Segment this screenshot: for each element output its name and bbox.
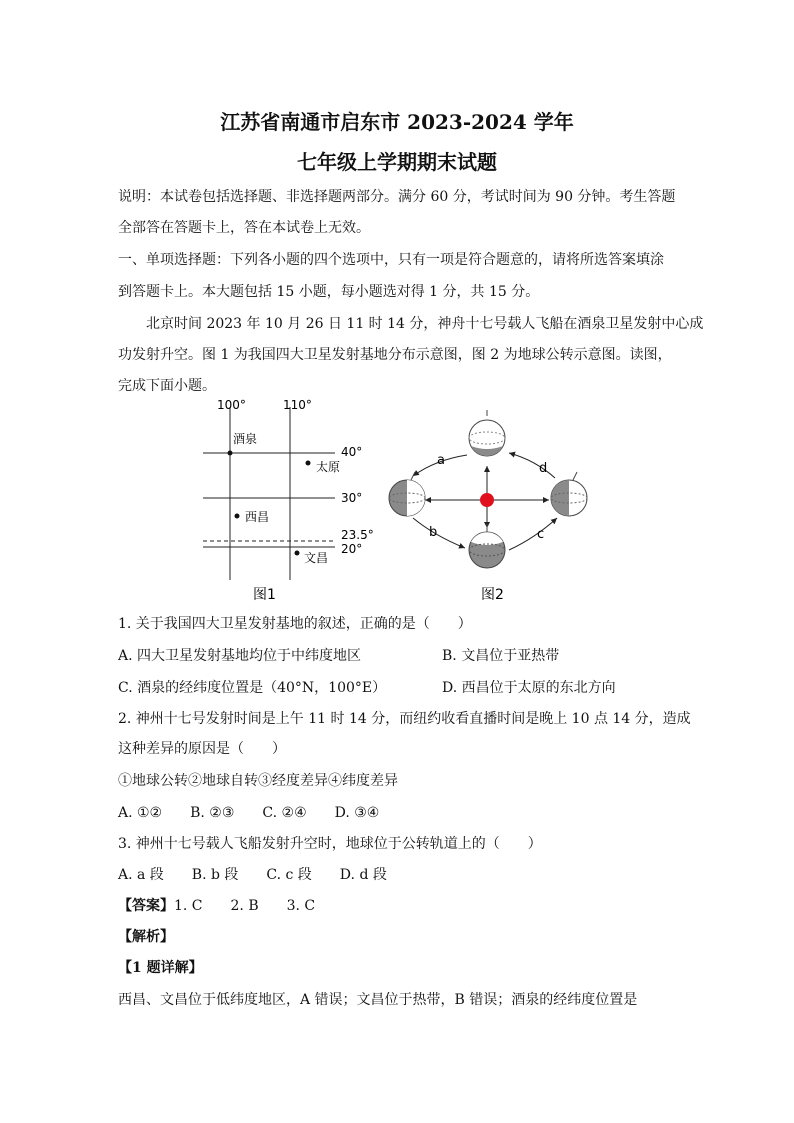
q3-options: A. a 段 B. b 段 C. c 段 D. d 段 <box>118 867 387 883</box>
wenchang-label: 文昌 <box>304 551 329 565</box>
passage-line-2: 功发射升空。图 1 为我国四大卫星发射基地分布示意图，图 2 为地球公转示意图。读图， <box>118 347 672 363</box>
lon-110-label: 110° <box>283 398 312 412</box>
taiyuan-dot <box>306 461 311 466</box>
q1-stem: 1. 关于我国四大卫星发射基地的叙述，正确的是（ ） <box>118 616 472 632</box>
q1-option-d: D. 西昌位于太原的东北方向 <box>442 680 616 696</box>
lat-235-label: 23.5° <box>341 528 374 542</box>
detail-1-text: 西昌、文昌位于低纬度地区，A 错误；文昌位于热带，B 错误；酒泉的经纬度位置是 <box>118 992 638 1008</box>
lat-30-label: 30° <box>341 491 363 505</box>
orbit-label-c: c <box>537 527 545 542</box>
page-title: 江苏省南通市启东市 2023-2024 学年 <box>220 110 574 134</box>
q2-options: A. ①② B. ②③ C. ②④ D. ③④ <box>118 805 380 821</box>
passage-line-3: 完成下面小题。 <box>118 378 216 394</box>
earth-right <box>551 472 587 516</box>
taiyuan-label: 太原 <box>316 460 341 474</box>
intro-line-2: 全部答在答题卡上，答在本试卷上无效。 <box>118 220 370 236</box>
orbit-arc-b <box>413 518 465 548</box>
lat-40-label: 40° <box>341 445 363 459</box>
passage-line-1: 北京时间 2023 年 10 月 26 日 11 时 14 分，神舟十七号载人飞船在酒泉卫星发射中心成 <box>146 316 704 332</box>
orbit-label-a: a <box>437 453 445 468</box>
xichang-label: 西昌 <box>245 510 270 524</box>
lon-100-label: 100° <box>217 398 246 412</box>
earth-left <box>389 472 425 516</box>
jiuquan-dot <box>228 451 233 456</box>
earth-top <box>469 410 505 456</box>
orbit-label-d: d <box>539 461 548 476</box>
q2-stem-line-1: 2. 神州十七号发射时间是上午 11 时 14 分，而纽约收看直播时间是晚上 10 点 14 分，造成 <box>118 711 691 727</box>
xichang-dot <box>235 514 240 519</box>
section-heading-line-2: 到答题卡上。本大题包括 15 小题，每小题选对得 1 分，共 15 分。 <box>118 284 540 300</box>
page-subtitle: 七年级上学期期末试题 <box>297 150 497 174</box>
figure-1-map <box>195 395 385 605</box>
q1-option-c: C. 酒泉的经纬度位置是（40°N，100°E） <box>118 680 387 696</box>
q1-option-a: A. 四大卫星发射基地均位于中纬度地区 <box>118 648 362 664</box>
q3-stem: 3. 神州十七号载人飞船发射升空时，地球位于公转轨道上的（ ） <box>118 836 542 852</box>
lat-20-label: 20° <box>341 542 363 556</box>
answer-line <box>118 895 315 915</box>
q1-option-b: B. 文昌位于亚热带 <box>442 648 560 664</box>
orbit-arc-d <box>509 453 555 478</box>
jiuquan-label: 酒泉 <box>233 432 258 446</box>
sun <box>480 493 494 507</box>
orbit-label-b: b <box>429 525 438 540</box>
q2-items: ①地球公转②地球自转③经度差异④纬度差异 <box>118 773 398 789</box>
detail-1-label: 【1 题详解】 <box>118 960 203 976</box>
figure-1-caption: 图1 <box>253 587 276 603</box>
intro-line-1: 说明：本试卷包括选择题、非选择题两部分。满分 60 分，考试时间为 90 分钟。考生答题 <box>118 189 676 205</box>
answer-text: 1. C 2. B 3. C <box>174 898 316 914</box>
answer-label: 【答案】 <box>118 898 174 914</box>
section-heading-line-1: 一、单项选择题：下列各小题的四个选项中，只有一项是符合题意的，请将所选答案填涂 <box>118 252 664 268</box>
figure-2-caption: 图2 <box>481 587 504 603</box>
figure-2-orbit <box>385 400 615 605</box>
q2-stem-line-2: 这种差异的原因是（ ） <box>118 741 286 757</box>
analysis-label: 【解析】 <box>118 929 174 945</box>
earth-bottom <box>469 524 505 568</box>
wenchang-dot <box>295 551 300 556</box>
orbit-arc-c <box>509 518 557 550</box>
